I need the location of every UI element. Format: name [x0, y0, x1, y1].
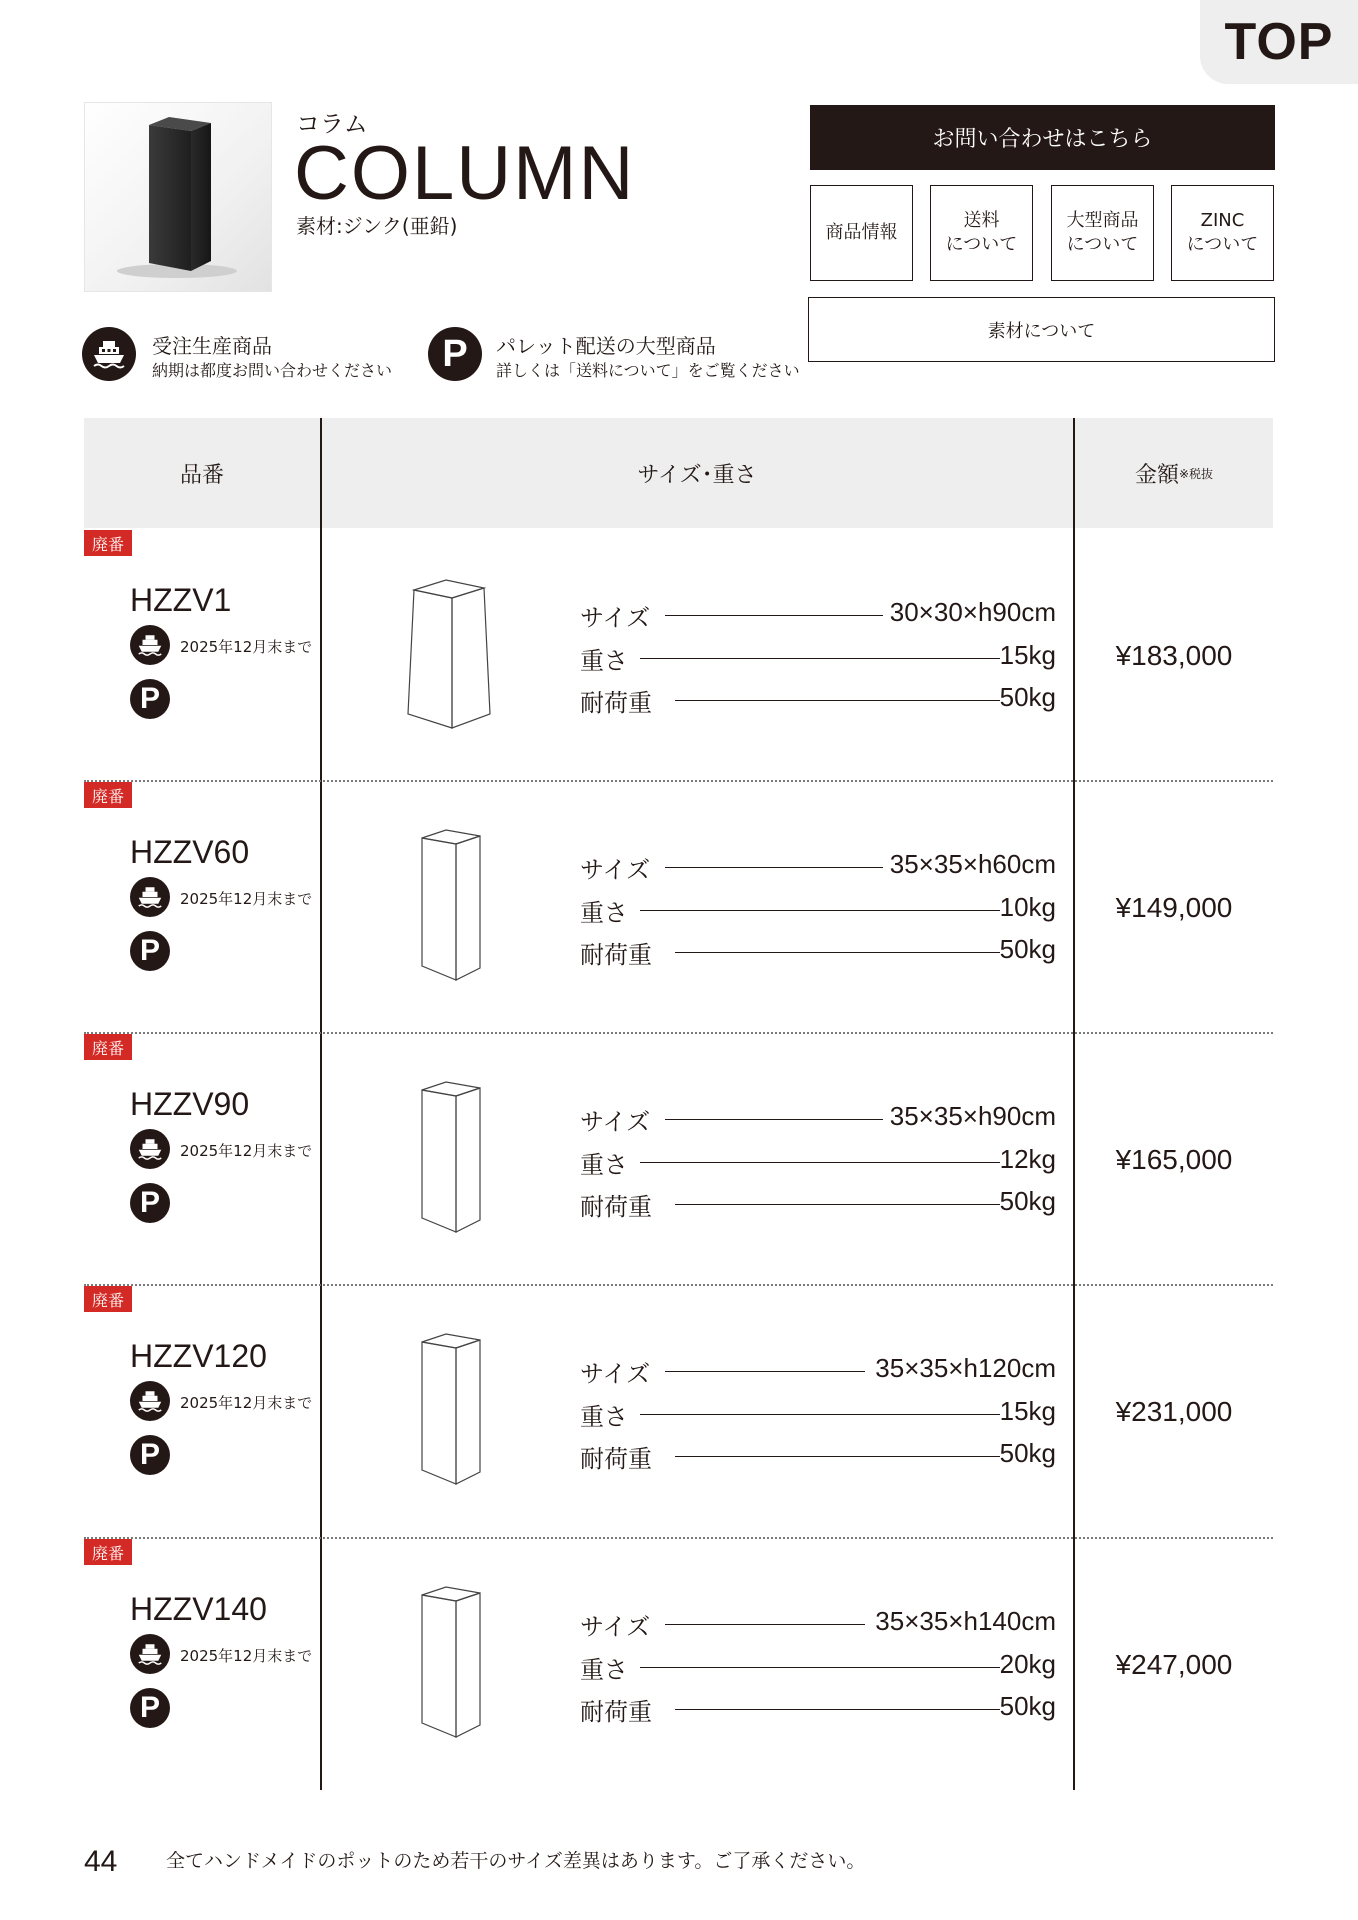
- material-info-button[interactable]: 素材について: [808, 297, 1275, 362]
- pallet-note: 詳しくは「送料について」をご覧ください: [496, 361, 800, 380]
- spec-leader: [640, 910, 1000, 911]
- spec-weight: 12kg: [999, 1144, 1056, 1174]
- spec-label-weight: 重さ: [580, 899, 628, 927]
- column-tapered-illustration: [400, 578, 492, 730]
- ship-icon: [130, 1634, 170, 1674]
- spec-leader: [665, 867, 883, 868]
- end-date: 2025年12月末まで: [180, 890, 313, 908]
- spec-label-size: サイズ: [580, 604, 651, 632]
- spec-leader: [675, 1204, 1000, 1205]
- spec-label-weight: 重さ: [580, 1656, 628, 1684]
- spec-leader: [675, 1456, 1000, 1457]
- spec-leader: [640, 1162, 1000, 1163]
- col-header-price: [1074, 418, 1274, 528]
- product-code: HZZV60: [130, 834, 250, 870]
- end-date: 2025年12月末まで: [180, 638, 313, 656]
- spec-size: 35×35×h60cm: [889, 849, 1056, 879]
- column-illustration: [418, 1583, 484, 1739]
- spec-load: 50kg: [999, 1691, 1056, 1721]
- spec-leader: [665, 1119, 883, 1120]
- spec-label-size: サイズ: [580, 1108, 651, 1136]
- spec-label-load: 耐荷重: [580, 1193, 652, 1221]
- spec-leader: [665, 1624, 865, 1625]
- pallet-p-icon: P: [130, 1688, 170, 1728]
- ship-icon: [130, 1381, 170, 1421]
- price: ¥247,000: [1115, 1649, 1233, 1680]
- spec-weight: 15kg: [999, 640, 1056, 670]
- price: ¥165,000: [1115, 1144, 1233, 1175]
- spec-load: 50kg: [999, 934, 1056, 964]
- spec-label-weight: 重さ: [580, 1403, 628, 1431]
- spec-leader: [665, 615, 883, 616]
- spec-label-size: サイズ: [580, 1360, 651, 1388]
- pallet-p-icon: P: [130, 1183, 170, 1223]
- ship-icon: [130, 625, 170, 665]
- price: ¥231,000: [1115, 1396, 1233, 1427]
- shipping-info-button[interactable]: 送料 について: [930, 185, 1033, 281]
- row-divider: [84, 1032, 1273, 1034]
- row-divider: [84, 1537, 1273, 1539]
- end-date: 2025年12月末まで: [180, 1142, 313, 1160]
- row-divider: [84, 1284, 1273, 1286]
- spec-size: 30×30×h90cm: [889, 597, 1056, 627]
- product-code: HZZV90: [130, 1086, 250, 1122]
- product-info-button[interactable]: 商品情報: [810, 185, 913, 281]
- page-number: 44: [84, 1845, 118, 1878]
- spec-leader: [640, 1414, 1000, 1415]
- end-date: 2025年12月末まで: [180, 1394, 313, 1412]
- spec-label-size: サイズ: [580, 1613, 651, 1641]
- end-date: 2025年12月末まで: [180, 1647, 313, 1665]
- spec-size: 35×35×h120cm: [875, 1353, 1056, 1383]
- col-header-price-note: ※税抜: [1178, 466, 1214, 481]
- column-illustration: [418, 826, 484, 982]
- spec-leader: [675, 1709, 1000, 1710]
- price: ¥149,000: [1115, 892, 1233, 923]
- column-illustration: [418, 1078, 484, 1234]
- spec-size: 35×35×h90cm: [889, 1101, 1056, 1131]
- discontinued-badge: 廃番: [84, 530, 132, 556]
- spec-leader: [640, 658, 1000, 659]
- discontinued-badge: 廃番: [84, 1286, 132, 1312]
- material-line: 素材:ジンク(亜鉛): [296, 214, 458, 238]
- product-code: HZZV1: [130, 582, 232, 618]
- spec-leader: [675, 952, 1000, 953]
- zinc-info-button[interactable]: ZINC について: [1171, 185, 1274, 281]
- spec-weight: 20kg: [999, 1649, 1056, 1679]
- made-to-order-title: 受注生産商品: [152, 334, 272, 358]
- footnote: 全てハンドメイドのポットのため若干のサイズ差異はあります。ご了承ください。: [166, 1850, 866, 1872]
- column-illustration: [418, 1330, 484, 1486]
- spec-label-weight: 重さ: [580, 647, 628, 675]
- top-tab[interactable]: TOP: [1200, 0, 1358, 84]
- spec-label-size: サイズ: [580, 856, 651, 884]
- col-header-size: サイズ･重さ: [637, 462, 757, 488]
- spec-load: 50kg: [999, 1186, 1056, 1216]
- large-item-info-button[interactable]: 大型商品 について: [1051, 185, 1154, 281]
- pallet-p-icon: P: [130, 679, 170, 719]
- product-photo: [84, 102, 272, 292]
- pallet-p-icon: P: [130, 1435, 170, 1475]
- discontinued-badge: 廃番: [84, 1539, 132, 1565]
- spec-label-weight: 重さ: [580, 1151, 628, 1179]
- spec-load: 50kg: [999, 1438, 1056, 1468]
- product-code: HZZV140: [130, 1591, 267, 1627]
- row-divider: [84, 780, 1273, 782]
- product-code: HZZV120: [130, 1338, 267, 1374]
- spec-weight: 10kg: [999, 892, 1056, 922]
- spec-label-load: 耐荷重: [580, 689, 652, 717]
- pallet-title: パレット配送の大型商品: [496, 334, 716, 358]
- col-header-code: 品番: [179, 462, 224, 488]
- spec-leader: [640, 1667, 1000, 1668]
- spec-leader: [675, 700, 1000, 701]
- ship-icon: [130, 1129, 170, 1169]
- spec-size: 35×35×h140cm: [875, 1606, 1056, 1636]
- col-divider-right: [1073, 418, 1075, 1790]
- spec-load: 50kg: [999, 682, 1056, 712]
- kana-title: コラム: [296, 110, 368, 138]
- spec-leader: [665, 1371, 865, 1372]
- pallet-p-icon: P: [130, 931, 170, 971]
- discontinued-badge: 廃番: [84, 1034, 132, 1060]
- contact-button[interactable]: お問い合わせはこちら: [810, 105, 1275, 170]
- pallet-p-icon: P: [428, 327, 482, 381]
- ship-icon: [82, 327, 136, 381]
- ship-icon: [130, 877, 170, 917]
- col-header-price-label: 金額: [1134, 462, 1179, 488]
- page-title: COLUMN: [294, 131, 636, 216]
- spec-label-load: 耐荷重: [580, 941, 652, 969]
- made-to-order-note: 納期は都度お問い合わせください: [152, 361, 393, 380]
- spec-label-load: 耐荷重: [580, 1445, 652, 1473]
- spec-weight: 15kg: [999, 1396, 1056, 1426]
- spec-label-load: 耐荷重: [580, 1698, 652, 1726]
- discontinued-badge: 廃番: [84, 782, 132, 808]
- col-divider-left: [320, 418, 322, 1790]
- price: ¥183,000: [1115, 640, 1233, 671]
